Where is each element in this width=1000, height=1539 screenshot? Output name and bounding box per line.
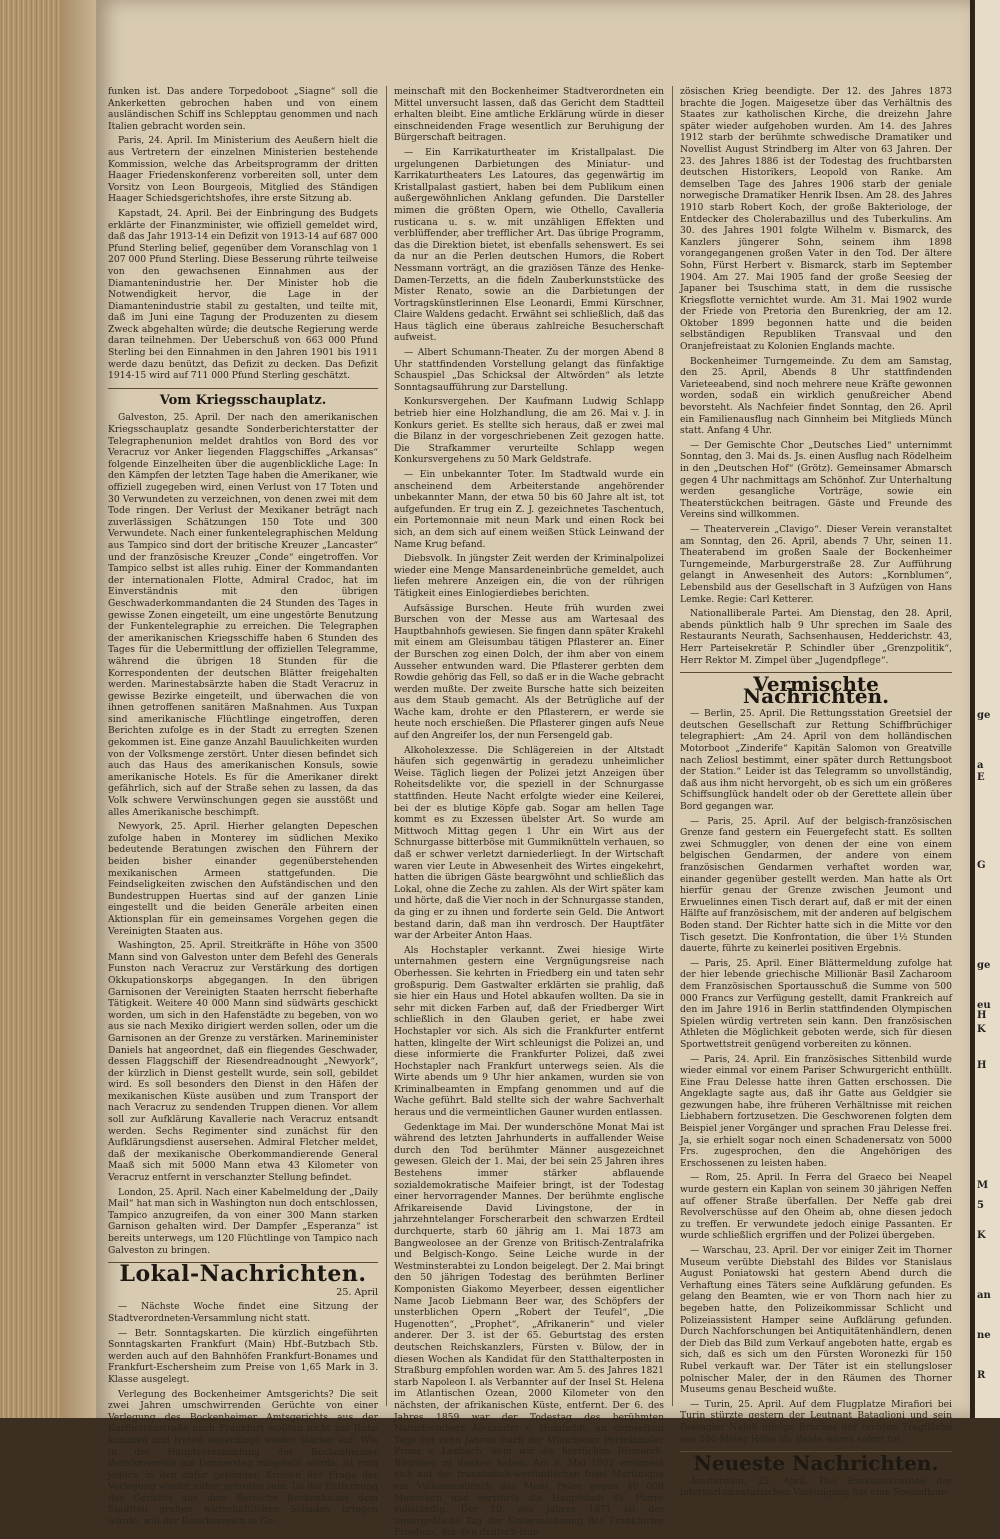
edge-fragment: eu: [977, 1000, 991, 1011]
edge-fragment: H: [977, 1060, 987, 1071]
article-text: — Warschau, 23. April. Der vor einiger Zeit im Thorner Museum verübte Diebstahl des Bildes vor Stanislaus August Poniatowski hat gestern Abend durch die Verhaftung eines Täters seine Aufklärung gefunden. Es gelang den Beamten, wie er von Thorn nach hier zu begeben hatte, den Polizeikommissar Schlicht und Polizeiassistent Hamper seine Aufklärung gefunden. Durch Nachforschungen bei Antiquitätenhändlern, denen der Dieb das Bild zum Verkauf angeboten hatte, ergab es sich, daß es sich um den Fürsten Woronezki für 150 Rubel verkauft war. Der Täter ist ein stellungsloser polnischer Maler, der in den Räumen des Thorner Museums genau Bescheid wußte.: [680, 1245, 952, 1396]
article-text: — Turin, 25. April. Auf dem Flugplatze Mirafiori bei Turin stürzte gestern der Leutnant Bataglioni und sein Passagier Nafoli infolge Bruches der rechten Tragfläche aus 200 Meter Höhe ab. Beide waren sofort tot.: [680, 1398, 952, 1445]
article-text: — Berlin, 25. April. Die Rettungsstation Greetsiel der deutschen Gesellschaft zur Rettung Schiffbrüchiger telegraphiert: „Am 24. April von dem holländischen Motorboot „Zinderife“ Kapitän Salomon von Greatville nach Zeliosl bestimmt, einer später durch Rettungsboot der Station.“ Leider ist das Telegramm so unvollständig, daß aus ihm nicht hervorgeht, ob es sich um ein größeres Schiffsunglück handelt oder ob der Gerettete allein über Bord gegangen war.: [680, 708, 952, 813]
column-2: [394, 86, 664, 1539]
adjacent-page-edge: [975, 0, 1000, 1418]
section-heading-latest: Neueste Nachrichten.: [693, 1451, 939, 1476]
article-text: — Ein unbekannter Toter. Im Stadtwald wurde ein anscheinend dem Arbeiterstande angehörender unbekannter Mann, der etwa 50 bis 60 Jahre alt ist, tot aufgefunden. Er trug ein Z. J. gezeichnetes Taschentuch, ein Portemonnaie mit neun Mark und einen Rock bei sich, an dem sich auf einem weißen Stück Leinwand der Name Krug befand.: [394, 469, 664, 550]
book-page-stack: [0, 0, 60, 1418]
column-3: [680, 86, 952, 1499]
section-heading-local: Lokal-Nachrichten.: [119, 1261, 367, 1288]
edge-fragment: an: [977, 1290, 991, 1301]
article-text: Paris, 24. April. Im Ministerium des Aeußern hielt die aus Vertretern der einzelnen Ministerien bestehende Kommission, welche das Arbeitsprogramm der dritten Haager Friedenskonferenz vorbereiten soll, unter dem Vorsitz von Leon Bourgeois, Mitglied des Ständigen Haager Schiedsgerichtshofes, ihre erste Sitzung ab.: [108, 135, 378, 205]
article-text: Aufsässige Burschen. Heute früh wurden zwei Burschen von der Messe aus am Wartesaal des Hauptbahnhofs gewiesen. Sie fingen dann später Krakehl mit einem am Gleisumbau tätigen Pflasterer an. Einer der Burschen zog einen Dolch, der ihm aber von einem Ausseher entwunden ward. Die Pflasterer gerbten dem Rowdie gehörig das Fell, so daß er in die Wache gebracht werden mußte. Der zweite Bursche hatte sich beizeiten aus dem Staub gemacht. Als der Betrügliche auf der Wache kam, drohte er den Pflasterern, er werde sie heute noch erschießen. Die Pflasterer gingen aufs Neue auf den Angreifer los, der nun Fersengeld gab.: [394, 602, 664, 742]
article-text: London, 25. April. Nach einer Kabelmeldung der „Daily Mail“ hat man sich in Washington nun doch entschlossen, Tampico anzugreifen, da von einer 300 Mann starken Garnison gehalten wird. Der Dampfer „Esperanza“ ist bereits unterwegs, um 120 Flüchtlinge von Tampico nach Galveston zu bringen.: [108, 1186, 378, 1256]
article-text: — Ein Karrikaturtheater im Kristallpalast. Die urgelungenen Darbietungen des Miniatur- und Karrikaturtheaters Les Latoures, das gegenwärtig im Kristallpalast gastiert, haben bei dem Publikum einen außergewöhnlichen Anklang gefunden. Die Darsteller mimen die größten Opern, wie Othello, Cavalleria rusticana u. s. w. mit unzähligen Effekten und verblüffender, aber trefflicher Art. Das übrige Programm, das die Direktion bietet, ist ebenfalls sehenswert. Es sei da nur an die Perlen deutschen Humors, die Robert Nessmann vorträgt, an die graziösen Tänze des Henke-Damen-Terzetts, an die fideln Zauberkunststücke des Mister Renato, sowie an die Darbietungen der Vortragskünstlerinnen Else Leonardi, Emmi Kürschner, Claire Waldens gedacht. Erwähnt sei schließlich, daß das Haus täglich eine überaus zahlreiche Besucherschaft aufweist.: [394, 146, 664, 344]
article-text: Diebsvolk. In jüngster Zeit werden der Kriminalpolizei wieder eine Menge Mansardeneinbrüche gemeldet, auch liefen mehrere Anzeigen ein, die von der rührigen Tätigkeit eines Einlogierdiebes berichten.: [394, 553, 664, 599]
article-text: — Paris, 25. April. Einer Blättermeldung zufolge hat der hier lebende griechische Millionär Basil Zacharoom dem Französischen Sportausschuß die Summe von 500 000 Francs zur Verfügung gestellt, damit Frankreich auf den im Jahre 1916 in Berlin stattfindenden Olympischen Spielen würdig vertreten sein kann. Den französischen Athleten die Möglichkeit geboten werde, sich für diesen Sportwettstreit genügend vorbereiten zu können.: [680, 957, 952, 1050]
article-text: zösischen Krieg beendigte. Der 12. des Jahres 1873 brachte die Jogen. Maigesetze über das Verhältnis des Staates zur katholischen Kirche, die dreizehn Jahre später wieder aufgehoben wurden. Am 14. des Jahres 1912 starb der berühmte schwedische Dramatiker und Novellist August Strindberg im Alter von 63 Jahren. Der 23. des Jahres 1886 ist der Todestag des fruchtbarsten deutschen Historikers, Leopold von Ranke. Am demselben Tage des Jahres 1906 starb der geniale norwegische Dramatiker Henrik Ibsen. Am 28. des Jahres 1910 starb Robert Koch, der große Bakteriologe, der Entdecker des Cholerabazillus und des Tuberkulins. Am 30. des Jahres 1901 folgte Wilhelm v. Bismarck, des Kanzlers jüngerer Sohn, seinem ihm 1898 vorangegangenen großen Vater in den Tod. Der ältere Sohn, Fürst Herbert v. Bismarck, starb im September 1904. Am 27. Mai 1905 fand der große Seesieg der Japaner bei Tsuschima statt, in dem die russische Kriegsflotte vernichtet wurde. Am 31. Mai 1902 wurde der Friede von Pretoria den Burenkrieg, der am 12. Oktober 1899 begonnen hatte und die beiden selbständigen Republiken Transvaal und den Oranjefreistaat zu Kolonien Englands machte.: [680, 86, 952, 353]
article-text: — Nächste Woche findet eine Sitzung der Stadtverordneten-Versammlung nicht statt.: [108, 1301, 378, 1324]
book-gutter: [60, 0, 100, 1418]
article-text: — Theaterverein „Clavigo“. Dieser Verein veranstaltet am Sonntag, den 26. April, abends 7 Uhr, seinen 11. Theaterabend im großen Saale der Bockenheimer Turngemeinde, Marburgerstraße 28. Zur Aufführung gelangt in Anwesenheit des Autors: „Kornblumen“, Lebensbild aus der Gesellschaft in 3 Aufzügen von Hans Lemke. Regie: Carl Ketterer.: [680, 523, 952, 605]
article-text: — Rom, 25. April. In Ferra del Graeco bei Neapel wurde gestern ein Kaplan von seinem 30 jährigen Neffen auf offener Straße überfallen. Der Neffe gab drei Revolverschüsse auf den Oheim ab, ohne diesen jedoch zu treffen. Er verwundete jedoch einige Passanten. Er wurde schließlich ergriffen und der Polizei übergeben.: [680, 1172, 952, 1242]
article-text: — Der Gemischte Chor „Deutsches Lied“ unternimmt Sonntag, den 3. Mai ds. Js. einen Ausflug nach Rödelheim in den „Deutschen Hof“ (Grötz). Gemeinsamer Abmarsch gegen 4 Uhr nachmittags am Schönhof. Zur Unterhaltung werden gesangliche Vorträge, sowie ein Theaterstückchen beitragen. Gäste und Freunde des Vereins sind willkommen.: [680, 439, 952, 521]
article-text: Galveston, 25. April. Der nach den amerikanischen Kriegsschauplatz gesandte Sonderberichterstatter der Telegraphenunion meldet drahtlos von Bord des vor Veracruz vor Anker liegenden Flaggschiffes „Arkansas“ folgende Einzelheiten über die augenblickliche Lage: In den Kämpfen der letzten Tage haben die Amerikaner, wie offiziell zugegeben wird, einen Verlust von 17 Toten und 30 Verwundeten zu verzeichnen, von denen zwei mit dem Tode ringen. Der Verlust der Mexikaner beträgt nach zuverlässigen Schätzungen 150 Tote und 300 Verwundete. Nach einer funkentelegraphischen Meldung aus Tampico sind dort der britische Kreuzer „Lancaster“ und der französische Kreuzer „Conde“ eingetroffen. Vor Tampico selbst ist alles ruhig. Einer der Kommandanten der internationalen Flotte, Admiral Cradoc, hat im Einverständnis mit den übrigen Geschwaderkommandanten die 24 Stunden des Tages in gewisse Zonen eingeteilt, um eine ungestörte Benutzung der Funkentelegraphie zu erreichen. Die Telegraphen der amerikanischen Kriegsschiffe haben 6 Stunden des Tages für die Uebermittlung der offiziellen Telegramme, während die übrigen 18 Stunden für die Korrespondenten der deutschen Blätter freigehalten werden. Marinestabsärzte haben die Stadt Veracruz in gewisse Bezirke eingeteilt, und überwachen die von ihnen getroffenen sanitären Maßnahmen. Aus Tuxpan sind amerikanische Flüchtlinge eingetroffen, deren Berichten zufolge es in der Stadt zu erregten Szenen gekommen ist. Eine ganze Anzahl Bauulichkeiten wurden von der Volksmenge zerstört. Unter diesen befindet sich auch das Haus des amerikanischen Konsuls, sowie amerikanische Hotels. Es für die Amerikaner direkt gefährlich, sich auf der Straße sehen zu lassen, da das Volk schwere Verwünschungen gegen sie ausstößt und alles Amerikanische beschimpft.: [108, 412, 378, 818]
column-divider: [386, 86, 387, 1406]
edge-fragment: ge: [977, 710, 991, 721]
article-text: Washington, 25. April. Streitkräfte in Höhe von 3500 Mann sind von Galveston unter dem Befehl des Generals Funston nach Veracruz zur Verstärkung des dortigen Okkupationskorps abgegangen. In den übrigen Garnisonen der Vereinigten Staaten herrscht fieberhafte Tätigkeit. Weitere 40 000 Mann sind südwärts geschickt worden, um sich in den Hafenstädte zu begeben, von wo aus sie nach Mexiko dirigiert werden sollen, oder um die Garnisonen an der Grenze zu verstärken. Marineminister Daniels hat angeordnet, daß ein fliegendes Geschwader, dessen Flaggschiff der Riesendreadnought „Newyork“, der kürzlich in Dienst gestellt wurde, sein soll, gebildet wird. Es soll besonders den Dienst in den Häfen der mexikanischen Küste ausüben und zum Transport der nach Veracruz zu sendenden Truppen dienen. Vor allem soll zur Aufklärung Kavallerie nach Veracruz entsandt werden. Sechs Regimenter sind zunächst für den Aufklärungsdienst ausersehen. Admiral Fletcher meldet, daß der mexikanische Oberkommandierende General Maaß sich mit 5000 Mann etwa 43 Kilometer von Veracruz entfernt in verschanzter Stellung befindet.: [108, 940, 378, 1184]
article-text: Als Hochstapler verkannt. Zwei hiesige Wirte unternahmen gestern eine Vergnügungsreise nach Oberhessen. Sie kehrten in Friedberg ein und taten sehr großspurig. Dem Gastwalter erklärten sie prahlig, daß sie hier ein Haus und Hotel abkaufen wollten. Da sie in sehr mit dicken Farben auf, daß der Friedberger Wirt schließlich in den Glauben geriet, er habe zwei Hochstapler vor sich. Als sich die Frankfurter entfernt hatten, klingelte der Wirt schleunigst die Polizei an, und diese informierte die Frankfurter Polizei, daß zwei Hochstapler nach Frankfurt unterwegs seien. Als die Wirte abends um 9 Uhr hier ankamen, wurden sie von Kriminalbeamten in Empfang genommen und auf die Wache geführt. Bald stellte sich der wahre Sachverhalt heraus und die vermeintlichen Gauner wurden entlassen.: [394, 944, 664, 1119]
section-heading-war: Vom Kriegsschauplatz.: [159, 392, 327, 408]
edge-fragment: K: [977, 1230, 986, 1241]
edge-fragment: 5: [977, 1200, 984, 1211]
edge-fragment: M: [977, 1180, 989, 1191]
section-date: 25. April: [336, 1286, 378, 1298]
article-text: meinschaft mit den Bockenheimer Stadtverordneten ein Mittel unversucht lassen, daß das Gericht dem Stadtteil erhalten bleibt. Eine amtliche Erklärung würde in dieser einschneidenden Frage wesentlich zur Beruhigung der Bürgerschaft beitragen.: [394, 86, 664, 144]
article-text: Kapstadt, 24. April. Bei der Einbringung des Budgets erklärte der Finanzminister, wie offiziell gemeldet wird, daß das Jahr 1913-14 ein Defizit von 1913-14 auf 687 000 Pfund Sterling belief, gegenüber dem Voranschlag von 1 207 000 Pfund Sterling. Diese Besserung rührte teilweise von den gewachsenen Einnahmen aus der Diamantenindustrie her. Der Minister hob die Notwendigkeit hervor, die Lage in der Diamantenindustrie stabil zu gestalten, und teilte mit, daß im Juni eine Tagung der Produzenten zu diesem Zweck abgehalten würde; die deutsche Regierung werde daran teilnehmen. Der Ueberschuß von 663 000 Pfund Sterling bei den Einnahmen in den Jahren 1901 bis 1911 werde dazu benützt, das Defizit zu decken. Das Defizit 1914-15 wird auf 711 000 Pfund Sterling geschätzt.: [108, 207, 378, 382]
section-rule: [108, 388, 378, 389]
article-text: Bockenheimer Turngemeinde. Zu dem am Samstag, den 25. April, Abends 8 Uhr stattfindenden Varieteeabend, sind noch mehrere neue Kräfte gewonnen worden, sodaß ein wirklich genußreicher Abend bevorsteht. Als Nachfeier findet Sonntag, den 26. April ein Familienausflug nach Ginnheim bei Mitglieds Münch statt. Anfang 4 Uhr.: [680, 355, 952, 437]
edge-fragment: H: [977, 1010, 987, 1021]
edge-fragment: R: [977, 1370, 986, 1381]
article-text: Newyork, 25. April. Hierher gelangten Depeschen zufolge haben in Monterey im südlichen Mexiko bedeutende Beratungen zwischen den Führern der beiden bisher einander gegenüberstehenden mexikanischen Armeen stattgefunden. Die Feindseligkeiten zwischen den Aufständischen und den Bundestruppen Huertas sind auf der ganzen Linie eingestellt und die beiden Generäle arbeiten einen Aktionsplan für ein gemeinsames Vorgehen gegen die Vereinigten Staaten aus.: [108, 821, 378, 937]
article-text: Gedenktage im Mai. Der wunderschöne Monat Mai ist während des letzten Jahrhunderts in auffallender Weise durch den Tod berühmter Männer ausgezeichnet gewesen. Gleich der 1. Mai, der bei sein 25 Jahren ihres Bestehens immer stärker abflauende sozialdemokratische Maifeier bringt, ist der Todestag einer hervorragender Mannes. Der berühmte englische Afrikareisende David Livingstone, der in jahrzehntelanger Forscherarbeit den schwarzen Erdteil durchquerte, starb 60 jährig am 1. Mai 1873 am Bangweolosee an der Grenze von Britisch-Zentralafrika und Belgisch-Kongo. Seine Leiche wurde in der Westminsterabtei zu London beigelegt. Der 2. Mai bringt den 50 jährigen Todestag des berühmten Berliner Komponisten Giakomo Meyerbeer, dessen eigentlicher Name Jacob Liebmann Beer war, des Schöpfers der unsterblichen Opern „Robert der Teufel“, „Die Hugenotten“, „Prophet“, „Afrikanerin“ und vieler anderer. Der 3. ist der 65. Geburtstag des ersten deutschen Reichskanzlers, Fürsten v. Bülow, der in diesen Wochen als Kandidat für den Statthalterposten in Straßburg empfohlen worden war. Am 5. des Jahres 1821 starb Napoleon I. als Verbannter auf der Insel St. Helena im Atlantischen Ozean, 2000 Kilometer von den nächsten, der afrikanischen Küste, entfernt. Der 6. des Jahres 1859 war der Todestag des berühmten Naturforschers Alexander v. Humboldt, an demselben Tage vor zehn Jahren starb der Münchener Porträtmaler Franz v. Lenbach, dem wir die herrlichen Bismarck-Bildnisse zu danken haben. Am 8. Mai 1902 ereignete sich auf der französisch-westindischen Insel Martinique ein Vulkanausbruch des Mont Pelee gegen 40 000 Menschen und zerstörte die Hauptstadt St. Pierre vollständig. Der 10. des Jahres 1871 ist der unvergeßliche Tag der Unterzeichnung des Frankfurter Friedens, der den deutsch-fran-: [394, 1121, 664, 1539]
column-divider: [672, 86, 673, 1406]
section-heading-misc: Vermischte Nachrichten.: [742, 672, 890, 708]
edge-fragment: K: [977, 1024, 986, 1035]
article-text: Nationalliberale Partei. Am Dienstag, den 28. April, abends pünktlich halb 9 Uhr sprechen im Saale des Restaurants Neurath, Sachsenhausen, Hedderichstr. 43, Herr Parteisekretär P. Schindler über „Grenzpolitik“, Herr Rektor M. Zimpel über „Jugendpflege“.: [680, 608, 952, 666]
article-text: — Paris, 25. April. Auf der belgisch-französischen Grenze fand gestern ein Feuergefecht statt. Es sollten zwei Schmuggler, von denen der eine von einem belgischen Gendarmen, der andere von einem französischen Gendarmen verhaftet worden war, einander gegenüber gestellt werden. Man hatte als Ort hierfür genau der Grenze zwischen Jeumont und Erwuelinnes einen Tisch derart auf, daß er mit der einen Hälfte auf französischem, mit der anderen auf belgischem Boden stand. Der Richter hatte sich in die Mitte vor den Tisch gesetzt. Die Konfrontation, die über 1½ Stunden dauerte, führte zu keinerlei positiven Ergebnis.: [680, 815, 952, 955]
article-text: Alkoholexzesse. Die Schlägereien in der Altstadt häufen sich gegenwärtig in geradezu unheimlicher Weise. Täglich liegen der Polizei jetzt Anzeigen über Roheitsdelikte vor, die speziell in der Schnurgasse stattfinden. Heute Nacht erfolgte wieder eine Keilerei, bei der es blutige Köpfe gab. Sogar am hellen Tage kommt es zu Exzessen übelster Art. So wurde am Mittwoch Mittag gegen 1 Uhr ein Wirt aus der Schnurgasse bitterböse mit Gummiknütteln verhauen, so daß er schwer verletzt darniederliegt. In der Wirtschaft waren vier Leute in Abwesenheit des Wirtes eingekehrt, hatten die übrigen Gäste beargwöhnt und schließlich das Lokal, ohne die Zeche zu zahlen. Als der Wirt später kam und hörte, daß die Vier noch in der Schnurgasse standen, da ging er zu ihnen und forderte sein Geld. Die Antwort bestand darin, daß man ihn verdrosch. Der Hauptfäter war der Arbeiter Anton Haas.: [394, 744, 664, 942]
article-text: Konkursvergehen. Der Kaufmann Ludwig Schlapp betrieb hier eine Holzhandlung, die am 26. Mai v. J. in Konkurs geriet. Es stellte sich heraus, daß er zwei mal die Bilanz in der vorgeschriebenen Zeit gezogen hatte. Die Strafkammer verurteilte Schlapp wegen Konkursvergehens zu 50 Mark Geldstrafe.: [394, 396, 664, 466]
article-text: Amsterdam, 25. April. Das Exekutivkomitee der interparlamentarischen Vereinigung hat eine Spezialkom-: [680, 1475, 952, 1499]
article-text: — Albert Schumann-Theater. Zu der morgen Abend 8 Uhr stattfindenden Vorstellung gelangt das fünfaktige Schauspiel „Das Schicksal der Altwörden“ als letzte Sonntagsaufführung zur Darstellung.: [394, 347, 664, 393]
edge-fragment: E: [977, 772, 985, 783]
article-text: Verlegung des Bockenheimer Amtsgerichts? Die seit zwei Jahren umschwirrenden Gerüchte von einer Verlegung des Bockenheimer Amtsgerichts aus der Kurfürstenstraße nach Frankfurt wollten nicht zur Ruhe kommen und treten neuerdings wieder stärker auf. Wie in der Hauptversammlung des Bockenheimer Bezirksvereins am Donnerstag mitgeteilt wurde, ist man jedoch in den dafür gebenden Kreisen der Frage der Verlegung wieder näher getreten sein. Da die Entfernung des Gerichts aus dem Bereiche Bockenheims dem Stadtteil großen wirtschaftlichen Schaden bringen würde, will der Bezirksverein in Ge-: [108, 1388, 378, 1528]
edge-fragment: a: [977, 760, 984, 771]
edge-fragment: ne: [977, 1330, 991, 1341]
article-text: funken ist. Das andere Torpedoboot „Siagne“ soll die Ankerketten gebrochen haben und von einem ausländischen Schiff ins Schlepptau genommen und nach Italien gebracht worden sein.: [108, 86, 378, 132]
article-text: — Betr. Sonntagskarten. Die kürzlich eingeführten Sonntagskarten Frankfurt (Main) Hbf.-Butzbach Stb. werden auch auf den Bahnhöfen Frankfurt-Bonames und Frankfurt-Eschersheim zum Preise von 1,65 Mark in 3. Klasse ausgelegt.: [108, 1327, 378, 1385]
column-1: [108, 86, 378, 1528]
edge-fragment: ge: [977, 960, 991, 971]
edge-fragment: G: [977, 860, 986, 871]
article-text: — Paris, 24. April. Ein französisches Sittenbild wurde wieder einmal vor einem Pariser Schwurgericht enthüllt. Eine Frau Delesse hatte ihren Gatten erschossen. Die Angeklagte sagte aus, daß ihr Gatte aus Geldgier sie gezwungen habe, ihre früheren Verhältnisse mit reichen Liebhabern fortzusetzen. Die Geschworenen folgten dem Beispiel jener Vorgänger und sprachen Frau Delesse frei. Ja, sie erhielt sogar noch einen Schadenersatz von 5000 Frs. zugesprochen, den die Angehörigen des Erschossenen zu leisten haben.: [680, 1053, 952, 1169]
